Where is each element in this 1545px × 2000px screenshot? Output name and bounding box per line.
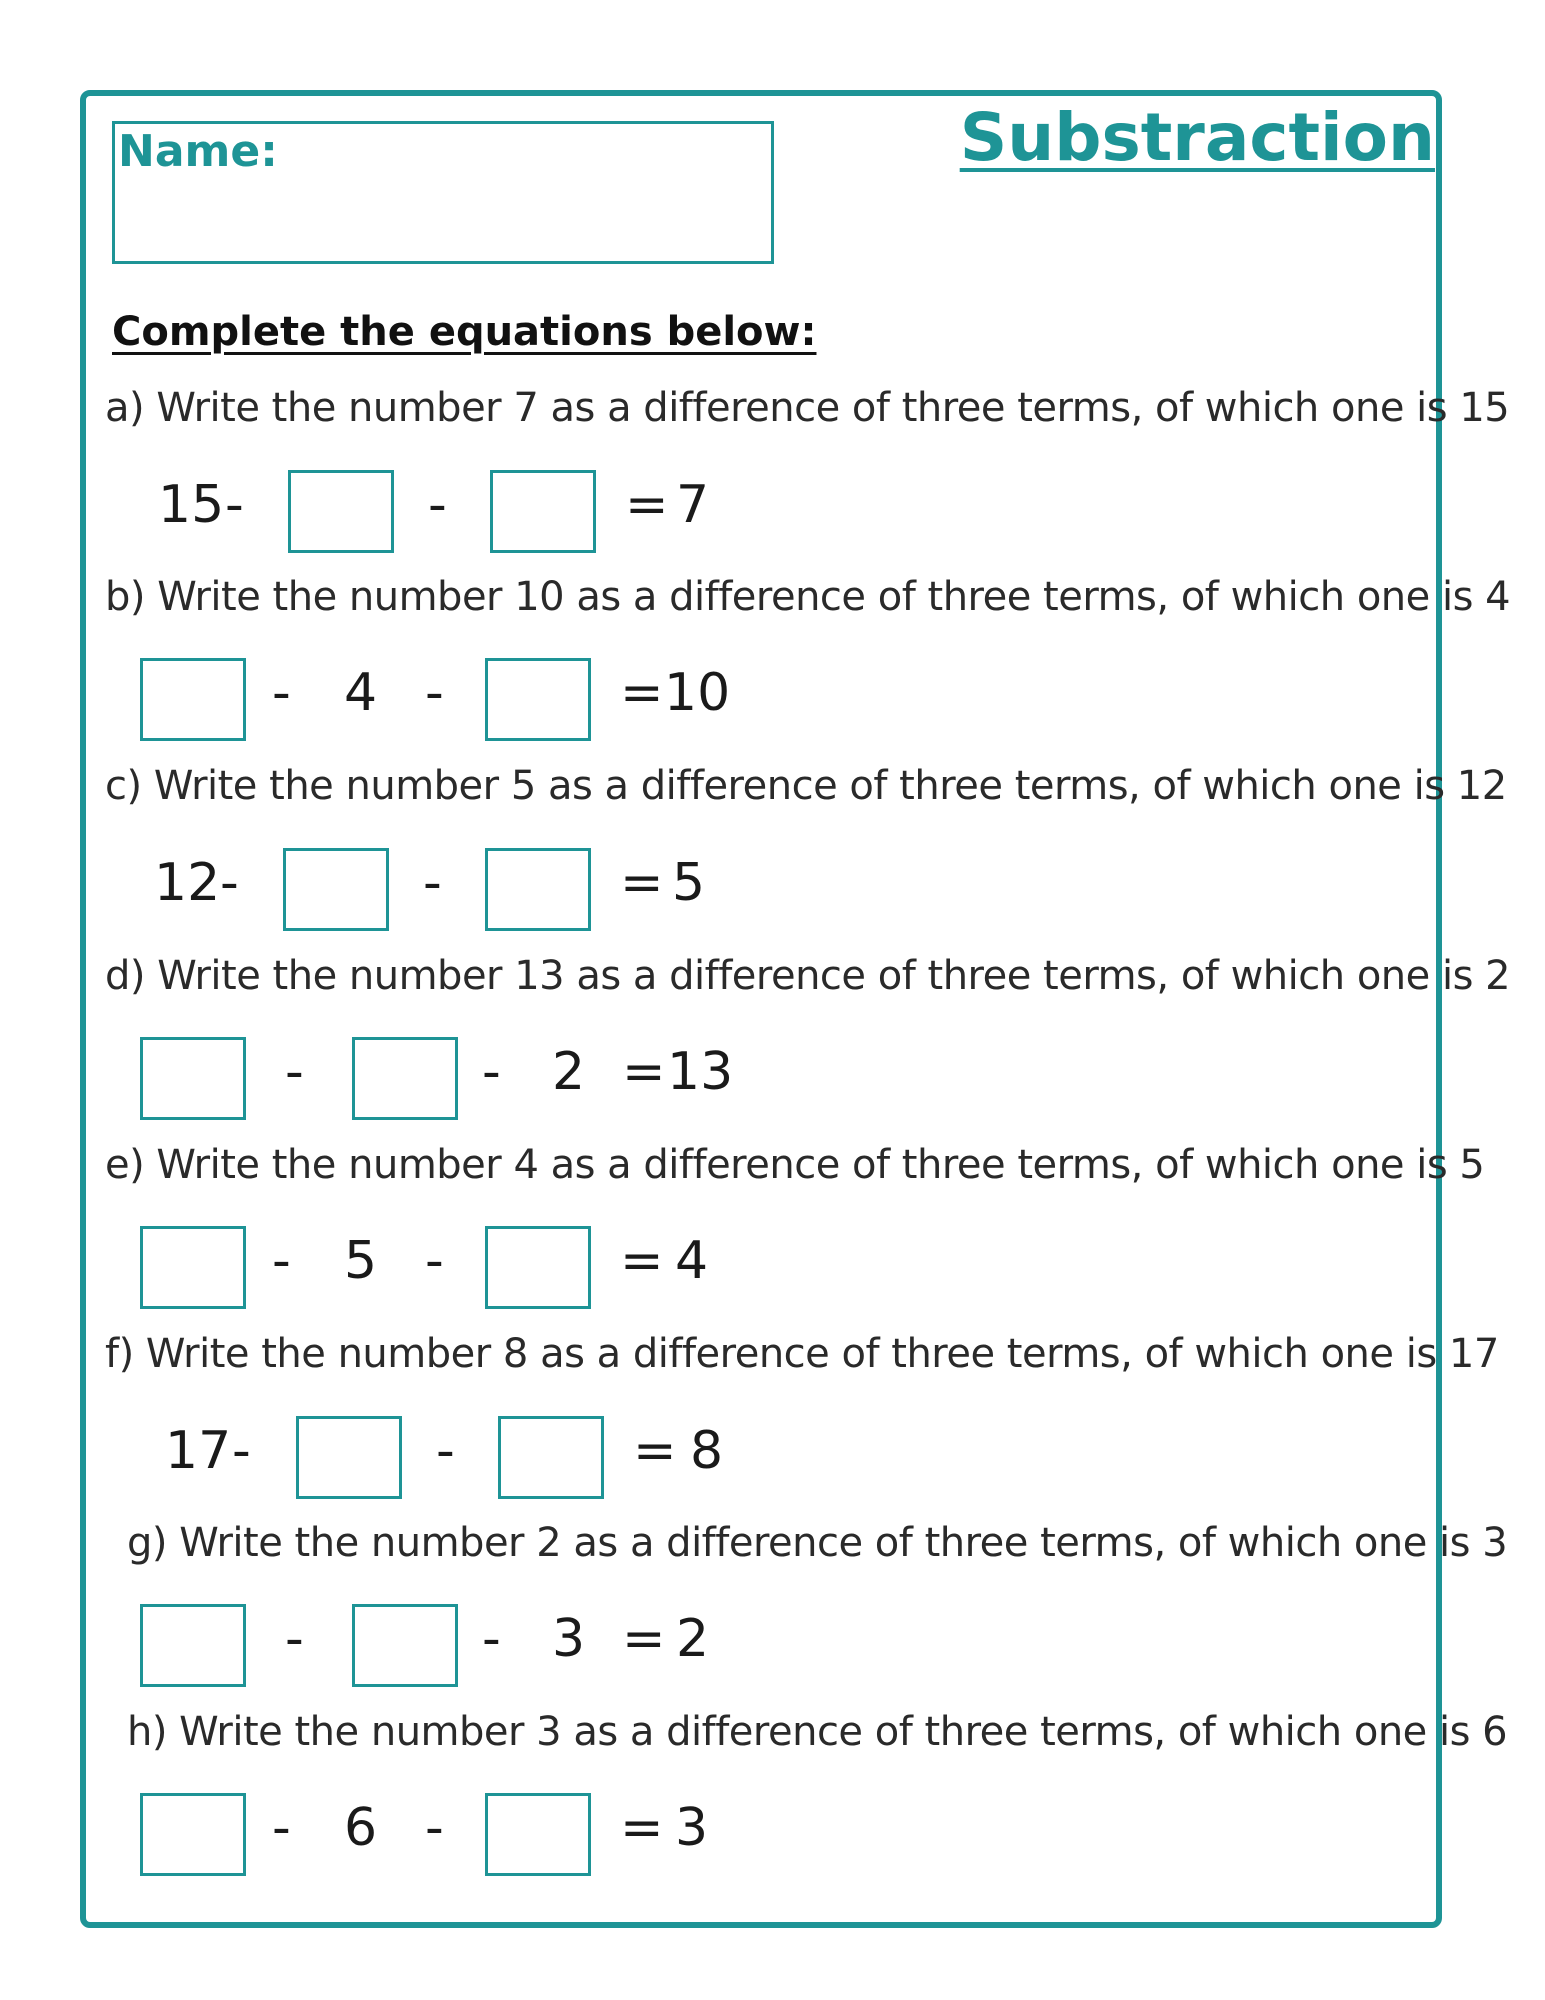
- exercise-e-term-2: 5: [344, 1231, 378, 1291]
- exercise-c-answer-box-1[interactable]: [283, 848, 389, 931]
- exercise-f-term-1: 17: [165, 1421, 232, 1481]
- exercise-g-minus-2: -: [482, 1609, 501, 1669]
- exercise-e-prompt: e) Write the number 4 as a difference of three terms, of which one is 5: [105, 1142, 1485, 1188]
- exercise-d-prompt: d) Write the number 13 as a difference of three terms, of which one is 2: [105, 953, 1511, 999]
- exercise-d-result: 13: [667, 1042, 734, 1102]
- exercise-e-minus-2: -: [425, 1231, 444, 1291]
- exercise-g-minus-1: -: [285, 1609, 304, 1669]
- exercise-h-prompt: h) Write the number 3 as a difference of three terms, of which one is 6: [127, 1709, 1508, 1755]
- exercise-f-answer-box-2[interactable]: [498, 1416, 604, 1499]
- exercise-c-minus-1: -: [220, 853, 239, 913]
- exercise-h-result: 3: [675, 1798, 709, 1858]
- exercise-e-result: 4: [675, 1231, 709, 1291]
- exercise-g-prompt: g) Write the number 2 as a difference of three terms, of which one is 3: [127, 1520, 1508, 1566]
- exercise-a-equals: =: [625, 475, 669, 535]
- exercise-f-prompt: f) Write the number 8 as a difference of three terms, of which one is 17: [105, 1331, 1499, 1377]
- page-title: Substraction: [959, 99, 1435, 176]
- exercise-h-minus-2: -: [425, 1798, 444, 1858]
- exercise-f-minus-2: -: [436, 1421, 455, 1481]
- instructions-heading: Complete the equations below:: [112, 309, 817, 355]
- exercise-d-answer-box-1[interactable]: [140, 1037, 246, 1120]
- exercise-d-term-3: 2: [552, 1042, 586, 1102]
- exercise-c-minus-2: -: [423, 853, 442, 913]
- exercise-d-minus-1: -: [285, 1042, 304, 1102]
- exercise-b-prompt: b) Write the number 10 as a difference of three terms, of which one is 4: [105, 574, 1511, 620]
- exercise-g-equals: =: [622, 1609, 666, 1669]
- exercise-d-answer-box-2[interactable]: [352, 1037, 458, 1120]
- name-field[interactable]: [112, 121, 774, 264]
- name-label: Name:: [118, 126, 278, 177]
- exercise-e-answer-box-1[interactable]: [140, 1226, 246, 1309]
- exercise-g-answer-box-2[interactable]: [352, 1604, 458, 1687]
- exercise-d-minus-2: -: [482, 1042, 501, 1102]
- exercise-g-answer-box-1[interactable]: [140, 1604, 246, 1687]
- exercise-b-answer-box-1[interactable]: [140, 658, 246, 741]
- exercise-c-term-1: 12: [154, 853, 221, 913]
- exercise-b-answer-box-2[interactable]: [485, 658, 591, 741]
- exercise-b-minus-2: -: [425, 663, 444, 723]
- exercise-c-result: 5: [672, 853, 706, 913]
- exercise-a-minus-1: -: [225, 475, 244, 535]
- exercise-h-term-2: 6: [344, 1798, 378, 1858]
- exercise-h-answer-box-2[interactable]: [485, 1793, 591, 1876]
- exercise-c-answer-box-2[interactable]: [485, 848, 591, 931]
- exercise-h-minus-1: -: [272, 1798, 291, 1858]
- exercise-g-term-3: 3: [552, 1609, 586, 1669]
- exercise-e-answer-box-2[interactable]: [485, 1226, 591, 1309]
- exercise-f-minus-1: -: [232, 1421, 251, 1481]
- exercise-f-result: 8: [690, 1421, 724, 1481]
- exercise-g-result: 2: [676, 1609, 710, 1669]
- exercise-a-prompt: a) Write the number 7 as a difference of three terms, of which one is 15: [105, 385, 1510, 431]
- exercise-e-equals: =: [620, 1231, 664, 1291]
- exercise-a-answer-box-1[interactable]: [288, 470, 394, 553]
- exercise-b-minus-1: -: [272, 663, 291, 723]
- exercise-e-minus-1: -: [272, 1231, 291, 1291]
- exercise-h-equals: =: [620, 1798, 664, 1858]
- exercise-b-term-2: 4: [344, 663, 378, 723]
- exercise-b-equals: =: [620, 663, 664, 723]
- exercise-a-minus-2: -: [428, 475, 447, 535]
- exercise-d-equals: =: [622, 1042, 666, 1102]
- exercise-h-answer-box-1[interactable]: [140, 1793, 246, 1876]
- exercise-a-result: 7: [676, 475, 710, 535]
- exercise-f-answer-box-1[interactable]: [296, 1416, 402, 1499]
- exercise-c-equals: =: [620, 853, 664, 913]
- exercise-a-term-1: 15: [158, 475, 225, 535]
- exercise-a-answer-box-2[interactable]: [490, 470, 596, 553]
- exercise-f-equals: =: [633, 1421, 677, 1481]
- exercise-b-result: 10: [664, 663, 731, 723]
- exercise-c-prompt: c) Write the number 5 as a difference of three terms, of which one is 12: [105, 763, 1507, 809]
